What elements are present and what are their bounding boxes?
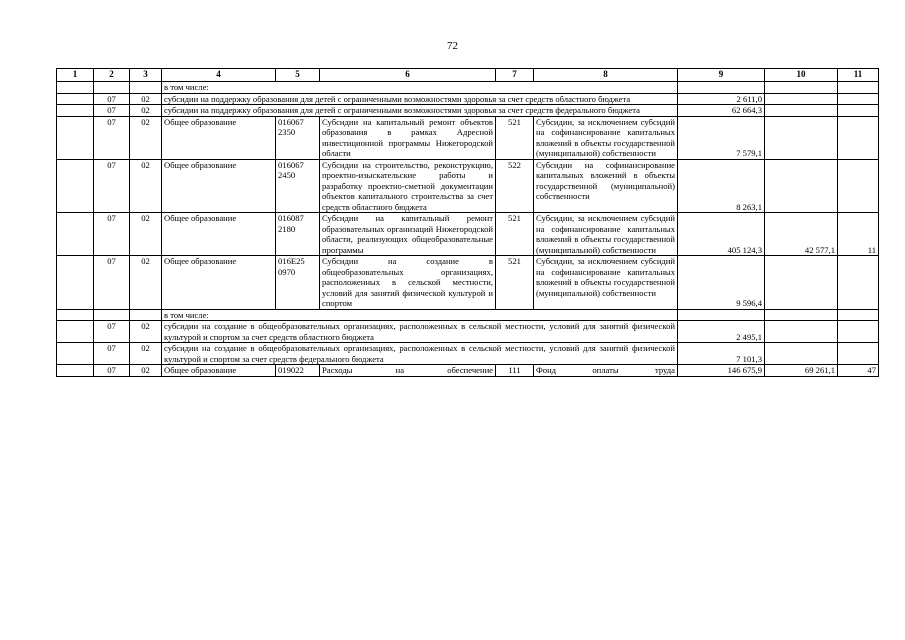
subsection-code: 02 (130, 321, 162, 343)
amount-total: 8 263,1 (678, 159, 765, 213)
table-row (57, 93, 879, 105)
section-code: 07 (94, 365, 130, 377)
table-row (57, 116, 879, 159)
target-article-code: 016067 2450 (276, 159, 320, 213)
expense-type-name: Субсидии на софинансирование капитальных вложений в объекты государственной (муниципальной) собственности (534, 159, 678, 213)
section-code: 07 (94, 93, 130, 105)
expense-type-code: 522 (496, 159, 534, 213)
target-article-code: 016E25 0970 (276, 256, 320, 310)
expense-description: Расходы на обеспечение (320, 365, 496, 377)
subsection-code: 02 (130, 93, 162, 105)
expense-type-name: Субсидии, за исключением субсидий на софинансирование капитальных вложений в объекты государственной (муниципальной) собственности (534, 213, 678, 256)
amount-col10 (765, 93, 838, 105)
expense-description: Субсидии на строительство, реконструкцию, проектно-изыскательские работы и разработку проектно-сметной документации объектов капитального строительства за счет средств областного бюджета (320, 159, 496, 213)
section-name: Общее образование (162, 116, 276, 159)
amount-col11 (838, 93, 879, 105)
expense-type-code: 521 (496, 256, 534, 310)
amount-col11 (838, 159, 879, 213)
target-article-code: 016067 2350 (276, 116, 320, 159)
amount-total: 405 124,3 (678, 213, 765, 256)
amount-col11: 11 (838, 213, 879, 256)
target-article-code: 016087 2180 (276, 213, 320, 256)
section-code: 07 (94, 116, 130, 159)
expense-type-name: Фонд оплаты труда (534, 365, 678, 377)
label-cell: в том числе: (162, 309, 678, 321)
section-code: 07 (94, 213, 130, 256)
table-row (57, 213, 879, 256)
table-row (57, 365, 879, 377)
amount-col10 (765, 343, 838, 365)
amount-total: 7 579,1 (678, 116, 765, 159)
section-code: 07 (94, 105, 130, 117)
expense-description: Субсидии на капитальный ремонт образовательных организаций Нижегородской области, реализующих общеобразовательные программы (320, 213, 496, 256)
header-row (57, 69, 879, 82)
amount-col11 (838, 256, 879, 310)
subsection-code: 02 (130, 105, 162, 117)
amount-col10 (765, 256, 838, 310)
amount-total: 7 101,3 (678, 343, 765, 365)
amount-total: 9 596,4 (678, 256, 765, 310)
amount-col11 (838, 105, 879, 117)
col-header: 2 (94, 69, 130, 82)
expense-type-code: 521 (496, 213, 534, 256)
expense-type-name: Субсидии, за исключением субсидий на софинансирование капитальных вложений в объекты государственной (муниципальной) собственности (534, 116, 678, 159)
label-cell: в том числе: (162, 82, 678, 94)
amount-total: 146 675,9 (678, 365, 765, 377)
section-code: 07 (94, 256, 130, 310)
expense-type-code: 521 (496, 116, 534, 159)
table-row (57, 343, 879, 365)
section-code: 07 (94, 343, 130, 365)
subsection-code: 02 (130, 256, 162, 310)
expense-type-name: Субсидии, за исключением субсидий на софинансирование капитальных вложений в объекты государственной (муниципальной) собственности (534, 256, 678, 310)
subsection-code: 02 (130, 159, 162, 213)
amount-col10 (765, 105, 838, 117)
table-row (57, 309, 879, 321)
amount-total: 2 495,1 (678, 321, 765, 343)
amount-col11 (838, 321, 879, 343)
section-code: 07 (94, 159, 130, 213)
col-header: 10 (765, 69, 838, 82)
col-header: 8 (534, 69, 678, 82)
subsection-code: 02 (130, 365, 162, 377)
amount-col10: 42 577,1 (765, 213, 838, 256)
expense-type-code: 111 (496, 365, 534, 377)
section-name: Общее образование (162, 365, 276, 377)
amount-col11 (838, 116, 879, 159)
table-row (57, 105, 879, 117)
table-row (57, 256, 879, 310)
section-name: Общее образование (162, 213, 276, 256)
amount-total: 2 611,0 (678, 93, 765, 105)
table-row (57, 321, 879, 343)
col-header: 9 (678, 69, 765, 82)
col-header: 4 (162, 69, 276, 82)
table-row (57, 159, 879, 213)
expense-description: Субсидии на создание в общеобразовательных организациях, расположенных в сельской местности, условий для занятий физической культурой и спортом (320, 256, 496, 310)
col-header: 1 (57, 69, 94, 82)
amount-col11: 47 (838, 365, 879, 377)
page-number: 72 (447, 40, 458, 52)
amount-col10 (765, 116, 838, 159)
subsection-code: 02 (130, 213, 162, 256)
target-article-code: 019022 (276, 365, 320, 377)
subsection-code: 02 (130, 343, 162, 365)
col-header: 5 (276, 69, 320, 82)
sub-description: субсидии на поддержку образования для детей с ограниченными возможностями здоровья за счет средств областного бюджета (162, 93, 678, 105)
sub-description: субсидии на поддержку образования для детей с ограниченными возможностями здоровья за счет средств федерального бюджета (162, 105, 678, 117)
amount-total: 62 664,3 (678, 105, 765, 117)
section-name: Общее образование (162, 159, 276, 213)
subsection-code: 02 (130, 116, 162, 159)
expense-description: Субсидии на капитальный ремонт объектов образования в рамках Адресной инвестиционной программы Нижегородской области (320, 116, 496, 159)
col-header: 7 (496, 69, 534, 82)
section-name: Общее образование (162, 256, 276, 310)
table-row (57, 82, 879, 94)
col-header: 3 (130, 69, 162, 82)
col-header: 6 (320, 69, 496, 82)
sub-description: субсидии на создание в общеобразовательных организациях, расположенных в сельской местности, условий для занятий физической культурой и спортом за счет средств областного бюджета (162, 321, 678, 343)
section-code: 07 (94, 321, 130, 343)
amount-col11 (838, 343, 879, 365)
amount-col10: 69 261,1 (765, 365, 838, 377)
amount-col10 (765, 321, 838, 343)
sub-description: субсидии на создание в общеобразовательных организациях, расположенных в сельской местности, условий для занятий физической культурой и спортом за счет средств федерального бюджета (162, 343, 678, 365)
amount-col10 (765, 159, 838, 213)
col-header: 11 (838, 69, 879, 82)
budget-table (56, 68, 879, 377)
